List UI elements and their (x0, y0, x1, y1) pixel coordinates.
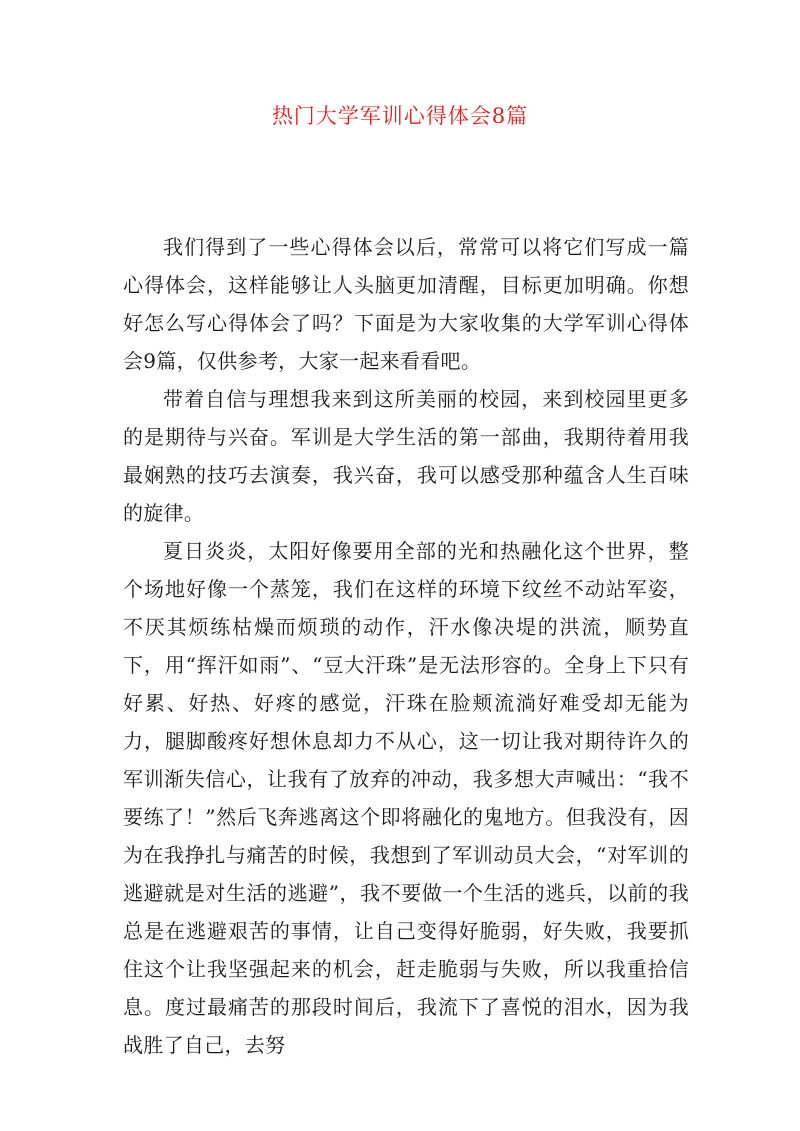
paragraph-2: 带着自信与理想我来到这所美丽的校园，来到校园里更多的是期待与兴奋。军训是大学生活的第一部曲，我期待着用我最娴熟的技巧去演奏，我兴奋，我可以感受那种蕴含人生百味的旋律。 (123, 387, 689, 525)
document-title: 热门大学军训心得体会8篇 (271, 104, 529, 128)
document-body (123, 228, 689, 1064)
paragraph-intro: 我们得到了一些心得体会以后，常常可以将它们写成一篇心得体会，这样能够让人头脑更加清醒，目标更加明确。你想好怎么写心得体会了吗？下面是为大家收集的大学军训心得体会9篇，仅供参考，大家一起来看看吧。 (123, 235, 689, 373)
paragraph-3: 夏日炎炎，太阳好像要用全部的光和热融化这个世界，整个场地好像一个蒸笼，我们在这样的环境下纹丝不动站军姿，不厌其烦练枯燥而烦琐的动作，汗水像决堤的洪流，顺势直下，用“挥汗如雨”、“豆大汗珠”是无法形容的。全身上下只有好累、好热、好疼的感觉，汗珠在脸颊流淌好难受却无能为力，腿脚酸疼好想休息却力不从心，这一切让我对期待许久的军训渐失信心，让我有了放弃的冲动，我多想大声喊出：“我不要练了！”然后飞奔逃离这个即将融化的鬼地方。但我没有，因为在我挣扎与痛苦的时候，我想到了军训动员大会，“对军训的逃避就是对生活的逃避”，我不要做一个生活的逃兵，以前的我总是在逃避艰苦的事情，让自己变得好脆弱，好失败，我要抓住这个让我坚强起来的机会，赶走脆弱与失败，所以我重拾信息。度过最痛苦的那段时间后，我流下了喜悦的泪水，因为我战胜了自己，去努 (123, 539, 689, 1057)
